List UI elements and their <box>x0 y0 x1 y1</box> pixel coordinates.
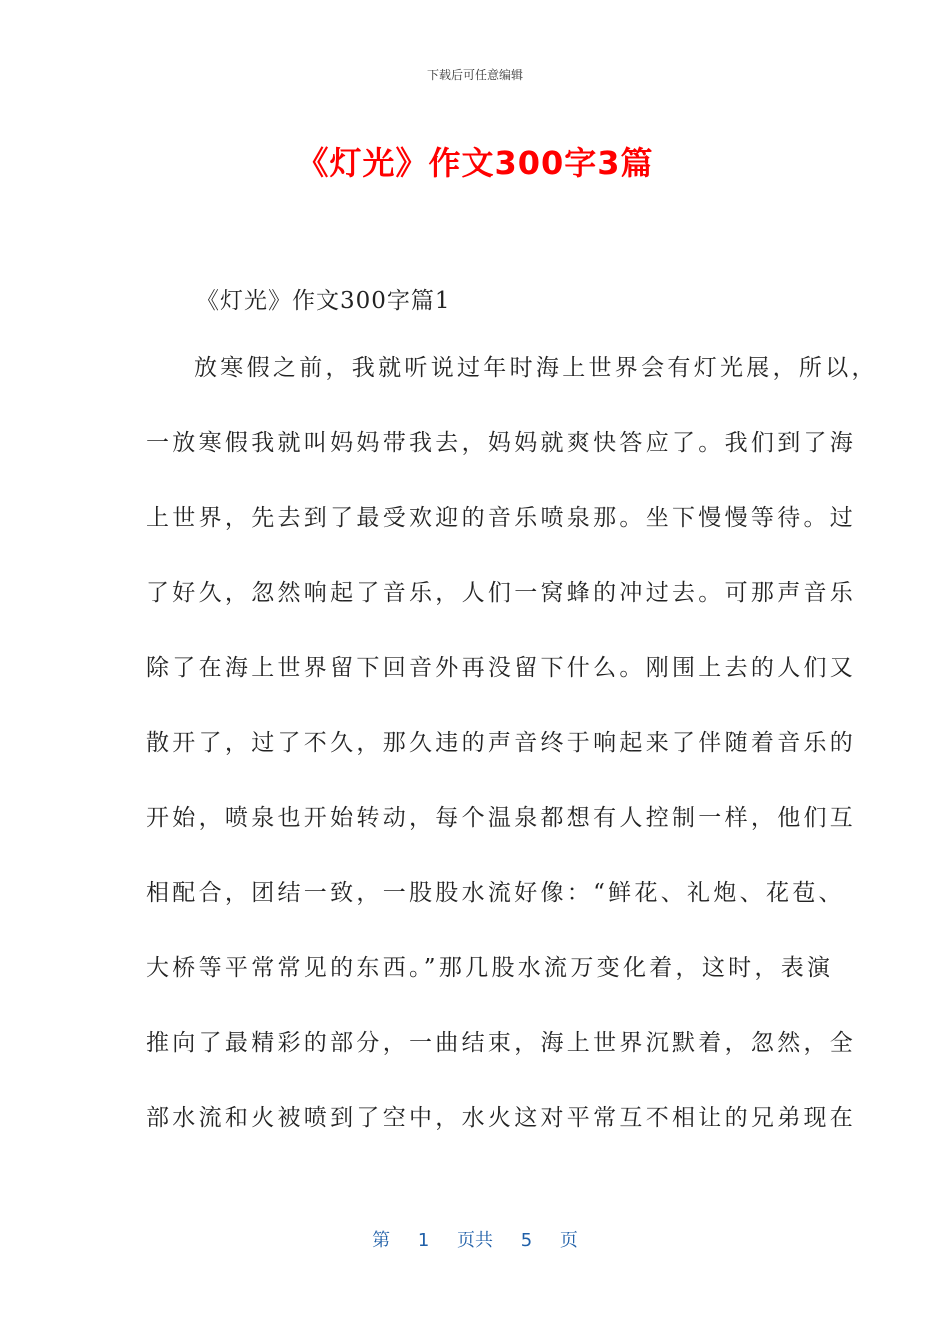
body-line: 开始，喷泉也开始转动，每个温泉都想有人控制一样，他们互 <box>146 805 857 831</box>
body-text <box>146 352 878 1177</box>
page-title: 《灯光》作文300字3篇 <box>296 144 654 182</box>
body-line: 大桥等平常常见的东西。”那几股水流万变化着，这时，表演 <box>146 955 834 981</box>
body-line: 一放寒假我就叫妈妈带我去，妈妈就爽快答应了。我们到了海 <box>146 430 857 456</box>
body-line: 上世界，先去到了最受欢迎的音乐喷泉那。坐下慢慢等待。过 <box>146 505 857 531</box>
body-line: 放寒假之前，我就听说过年时海上世界会有灯光展，所以， <box>194 355 878 381</box>
footer-middle: 页共 <box>457 1230 493 1251</box>
footer-prefix: 第 <box>372 1230 391 1251</box>
footer-total-pages: 5 <box>520 1230 533 1251</box>
section-heading: 《灯光》作文300字篇1 <box>196 288 451 314</box>
footer-suffix: 页 <box>559 1230 578 1251</box>
body-line: 了好久，忽然响起了音乐，人们一窝蜂的冲过去。可那声音乐 <box>146 580 857 606</box>
body-line: 推向了最精彩的部分，一曲结束，海上世界沉默着，忽然，全 <box>146 1030 857 1056</box>
body-line: 相配合，团结一致，一股股水流好像：“鲜花、礼炮、花苞、 <box>146 880 845 906</box>
body-line: 除了在海上世界留下回音外再没留下什么。刚围上去的人们又 <box>146 655 857 681</box>
body-line: 散开了，过了不久，那久违的声音终于响起来了伴随着音乐的 <box>146 730 857 756</box>
page-footer <box>0 1226 950 1252</box>
footer-page-number: 1 <box>417 1230 430 1251</box>
header-note: 下载后可任意编辑 <box>426 68 523 82</box>
body-line: 部水流和火被喷到了空中，水火这对平常互不相让的兄弟现在 <box>146 1105 857 1131</box>
